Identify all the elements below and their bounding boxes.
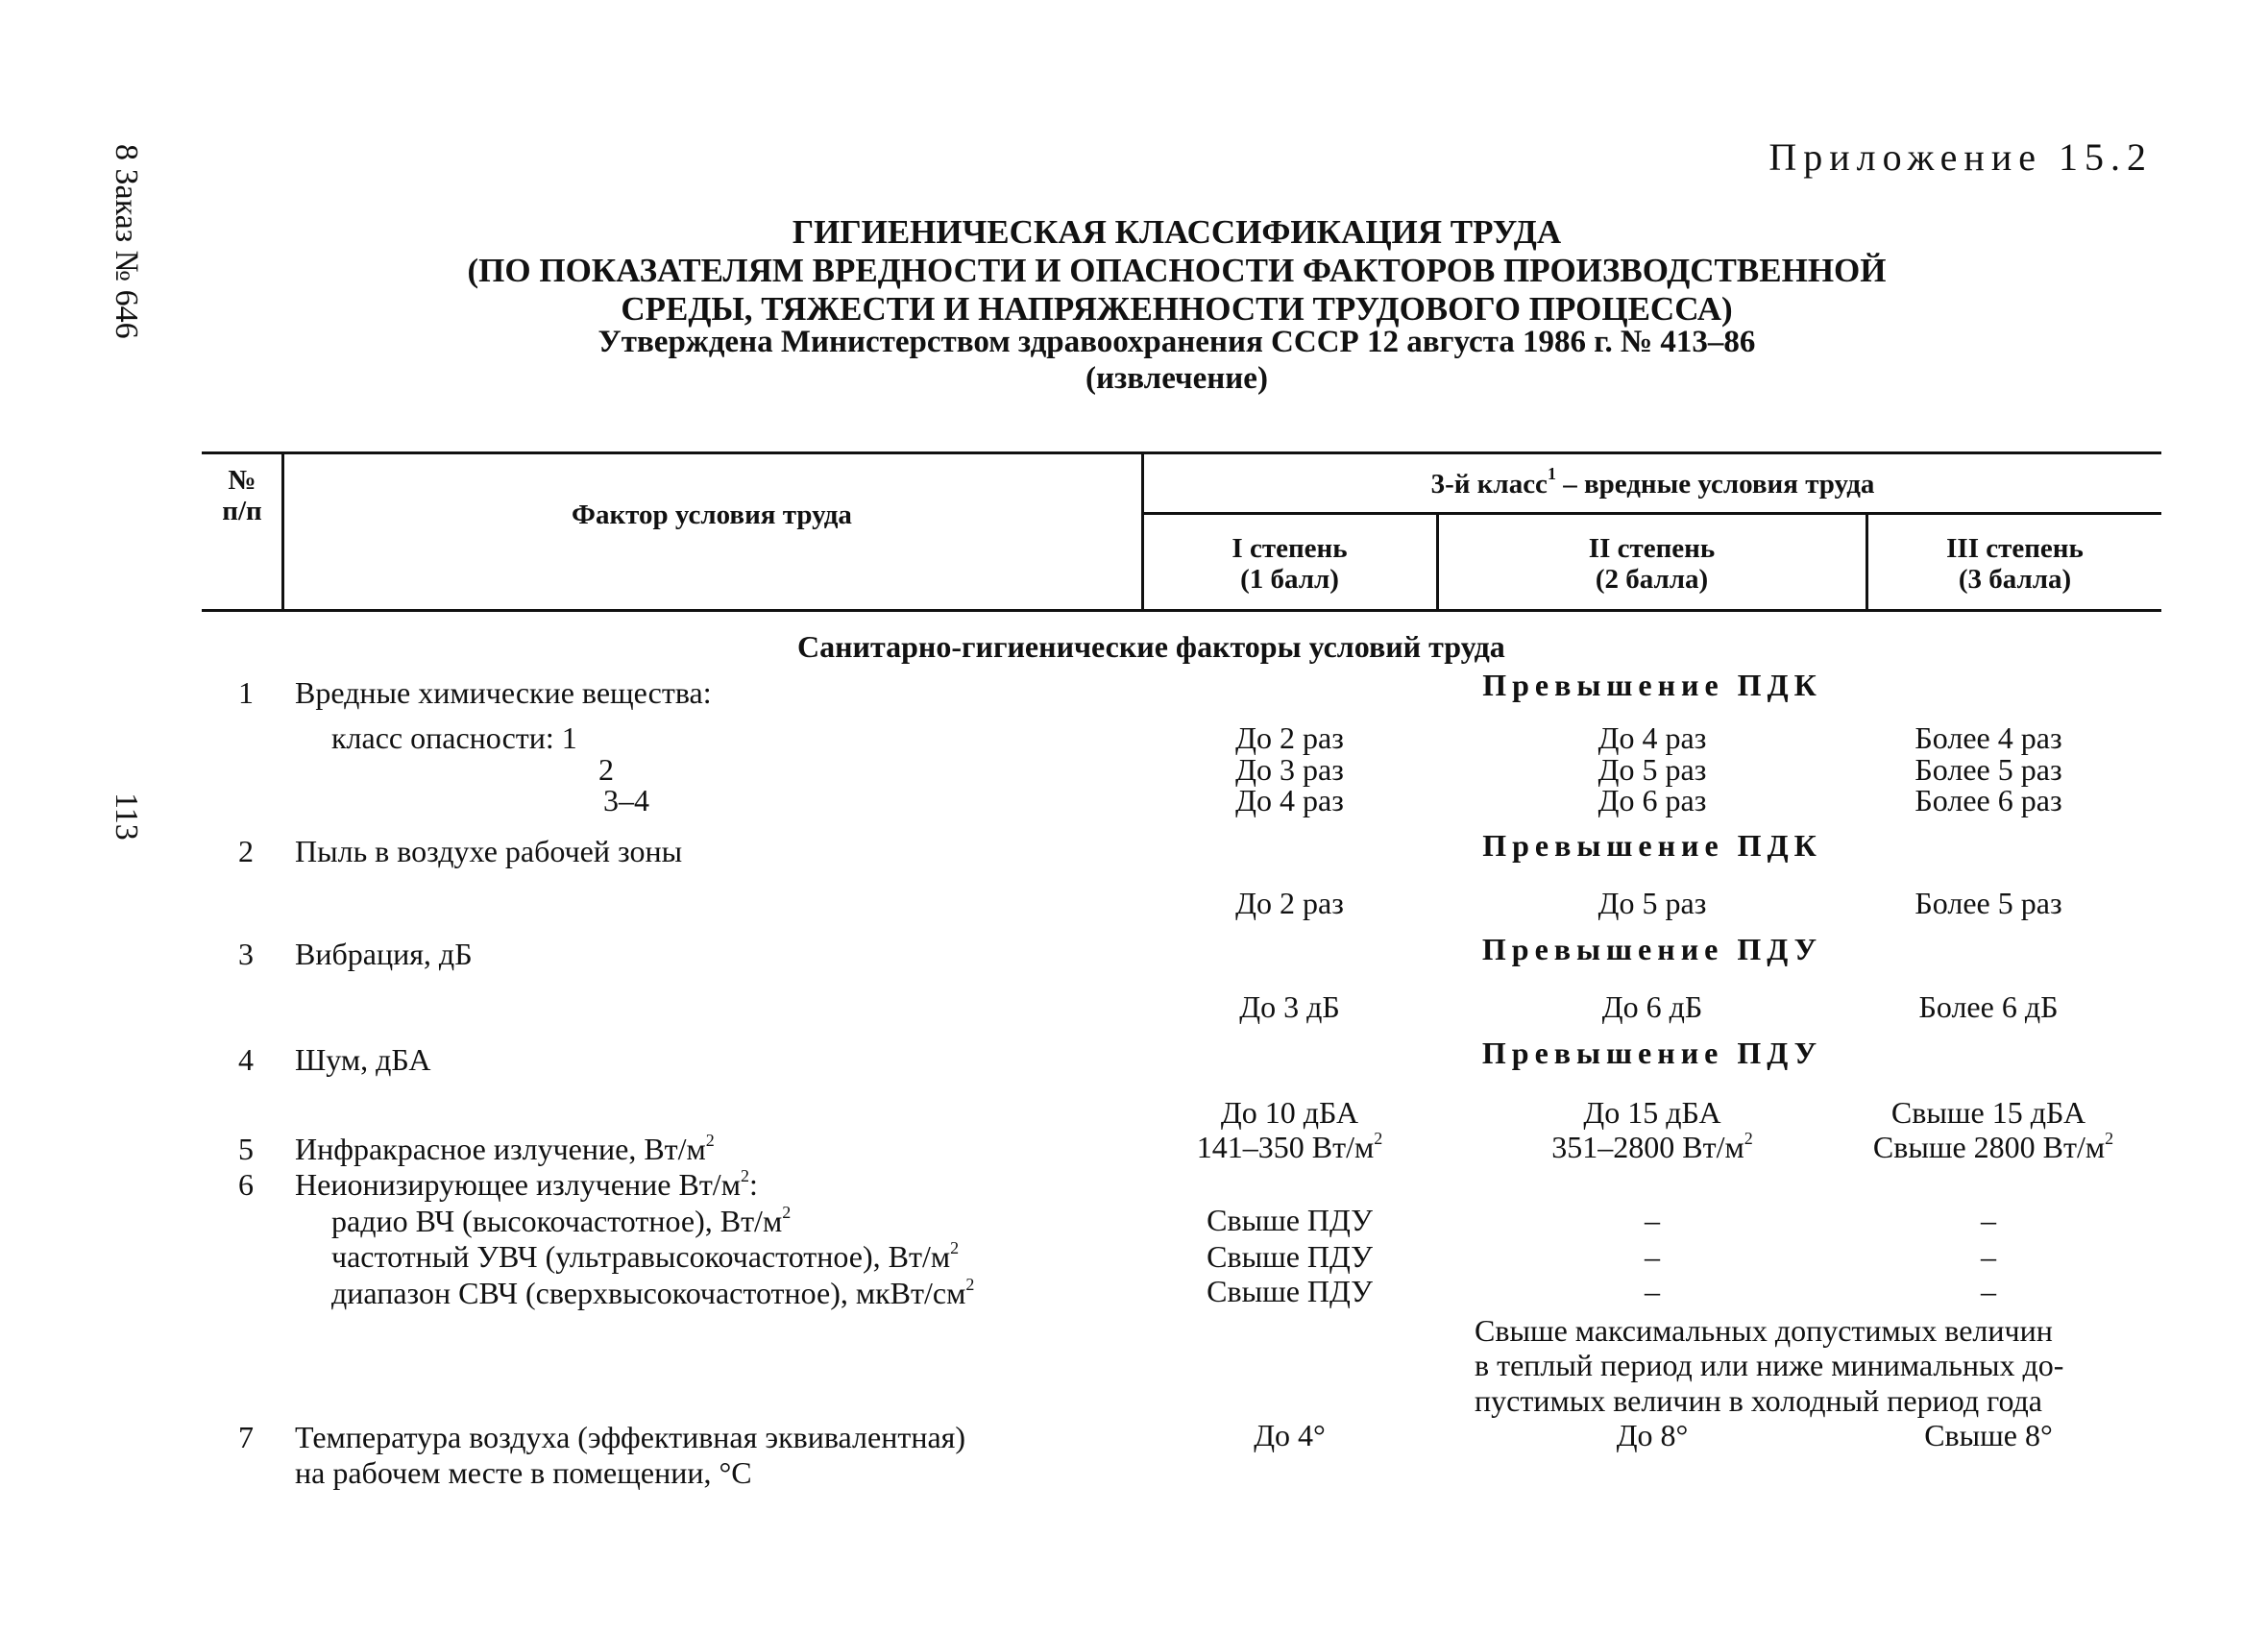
header-factor: Фактор условия труда: [572, 500, 852, 530]
row-4-group: Превышение ПДУ: [1481, 1036, 1823, 1070]
row-1-number: 1: [238, 675, 254, 710]
row-7-deg1: До 4°: [1254, 1418, 1326, 1452]
margin-page-number: 113: [109, 793, 144, 841]
header-number: № п/п: [222, 465, 262, 526]
row-1-deg2-cls1: До 4 раз: [1597, 720, 1707, 755]
row-6-microwave-deg1: Свыше ПДУ: [1207, 1274, 1373, 1308]
row-5-label: Инфракрасное излучение, $Вт/м^2$: [295, 1131, 715, 1166]
row-7-deg2: До 8°: [1616, 1418, 1689, 1452]
row-6-uhf-deg2: –: [1645, 1239, 1660, 1274]
row-3-deg3: Более 6 дБ: [1918, 989, 2059, 1024]
row-2-group: Превышение ПДК: [1482, 828, 1822, 863]
row-6-number: 6: [238, 1167, 254, 1202]
row-6-sub-microwave: диапазон СВЧ (сверхвысокочастотное), мкВт/$см^2$: [331, 1275, 975, 1310]
table-top-rule: [202, 451, 2161, 454]
row-6-radio-deg2: –: [1645, 1203, 1660, 1237]
header-degree-2: II степень (2 балла): [1588, 533, 1716, 595]
row-7-label-line1: Температура воздуха (эффективная эквивалентная): [295, 1420, 966, 1454]
row-1-hazard-class-1: класс опасности: 1: [331, 720, 577, 755]
row-1-deg2-cls2: До 5 раз: [1597, 752, 1707, 787]
margin-order-note: 8 Заказ № 646: [109, 144, 144, 339]
row-1-deg3-cls1: Более 4 раз: [1914, 720, 2062, 755]
row-1-deg1-cls3-4: До 4 раз: [1235, 783, 1344, 817]
row-3-deg2: До 6 дБ: [1601, 989, 1703, 1024]
row-6-uhf-deg1: Свыше ПДУ: [1207, 1239, 1373, 1274]
section-title: Санитарно-гигиенические факторы условий труда: [797, 629, 1505, 664]
row-5-deg2: 351–2800 $Вт/м^2$: [1551, 1129, 1753, 1164]
row-2-deg2: До 5 раз: [1597, 886, 1707, 920]
row-2-deg3: Более 5 раз: [1914, 886, 2062, 920]
row-1-deg1-cls1: До 2 раз: [1235, 720, 1344, 755]
row-6-radio-deg1: Свыше ПДУ: [1207, 1203, 1373, 1237]
row-6-uhf-deg3: –: [1981, 1239, 1996, 1274]
row-7-note-line1: Свыше максимальных допустимых величин: [1475, 1313, 2053, 1348]
row-7-number: 7: [238, 1420, 254, 1454]
row-7-note-line2: в теплый период или ниже минимальных до-: [1475, 1348, 2064, 1382]
row-3-number: 3: [238, 937, 254, 971]
approval-note: Утверждена Министерством здравоохранения СССР 12 августа 1986 г. № 413–86: [597, 325, 1756, 359]
row-1-group: Превышение ПДК: [1482, 668, 1822, 702]
row-3-group: Превышение ПДУ: [1481, 932, 1823, 966]
class-header-rule: [1143, 512, 2161, 515]
row-3-deg1: До 3 дБ: [1239, 989, 1340, 1024]
row-4-deg1: До 10 дБА: [1220, 1095, 1359, 1130]
header-degree-3: III степень (3 балла): [1946, 533, 2084, 595]
row-1-deg3-cls2: Более 5 раз: [1914, 752, 2062, 787]
row-3-label: Вибрация, дБ: [295, 937, 473, 971]
row-7-note-line3: пустимых величин в холодный период года: [1475, 1383, 2042, 1418]
row-6-microwave-deg3: –: [1981, 1274, 1996, 1308]
row-1-label: Вредные химические вещества:: [295, 675, 712, 710]
appendix-label: Приложение 15.2: [1768, 135, 2153, 179]
row-5-deg1: 141–350 $Вт/м^2$: [1196, 1129, 1383, 1164]
row-6-sub-radio: радио ВЧ (высокочастотное), $Вт/м^2$: [331, 1203, 792, 1238]
row-1-deg3-cls3-4: Более 6 раз: [1914, 783, 2062, 817]
document-subtitle-line2: СРЕДЫ, ТЯЖЕСТИ И НАПРЯЖЕННОСТИ ТРУДОВОГО ПРОЦЕССА): [621, 290, 1733, 328]
row-5-deg3: Свыше 2800 $Вт/м^2$: [1872, 1129, 2114, 1164]
row-4-deg2: До 15 дБА: [1583, 1095, 1721, 1130]
row-6-label: Неионизирующее излучение $Вт/м^2$:: [295, 1166, 758, 1202]
extract-note: (извлечение): [1085, 361, 1268, 396]
row-1-deg2-cls3-4: До 6 раз: [1597, 783, 1707, 817]
row-4-deg3: Свыше 15 дБА: [1890, 1095, 2086, 1130]
row-7-label-line2: на рабочем месте в помещении, °С: [295, 1455, 752, 1490]
row-2-deg1: До 2 раз: [1235, 886, 1344, 920]
row-6-radio-deg3: –: [1981, 1203, 1996, 1237]
document-title: ГИГИЕНИЧЕСКАЯ КЛАССИФИКАЦИЯ ТРУДА: [792, 213, 1562, 251]
row-4-label: Шум, дБА: [295, 1042, 431, 1077]
row-7-deg3: Свыше 8°: [1924, 1418, 2053, 1452]
header-divider-1: [281, 451, 284, 611]
row-1-deg1-cls2: До 3 раз: [1235, 752, 1344, 787]
header-class-3: 3-й класс$^1$ – вредные условия труда: [1430, 464, 1875, 500]
row-4-number: 4: [238, 1042, 254, 1077]
row-6-sub-uhf: частотный УВЧ (ультравысокочастотное), $Вт/м^2$: [331, 1238, 960, 1274]
document-subtitle-line1: (ПО ПОКАЗАТЕЛЯМ ВРЕДНОСТИ И ОПАСНОСТИ ФАКТОРОВ ПРОИЗВОДСТВЕННОЙ: [467, 252, 1887, 289]
row-5-number: 5: [238, 1132, 254, 1166]
row-2-number: 2: [238, 834, 254, 868]
header-degree-1: I степень (1 балл): [1232, 533, 1348, 595]
row-2-label: Пыль в воздухе рабочей зоны: [295, 834, 683, 868]
row-1-hazard-class-2: 2: [598, 752, 614, 787]
row-6-microwave-deg2: –: [1645, 1274, 1660, 1308]
row-1-hazard-class-3-4: 3–4: [603, 783, 649, 817]
